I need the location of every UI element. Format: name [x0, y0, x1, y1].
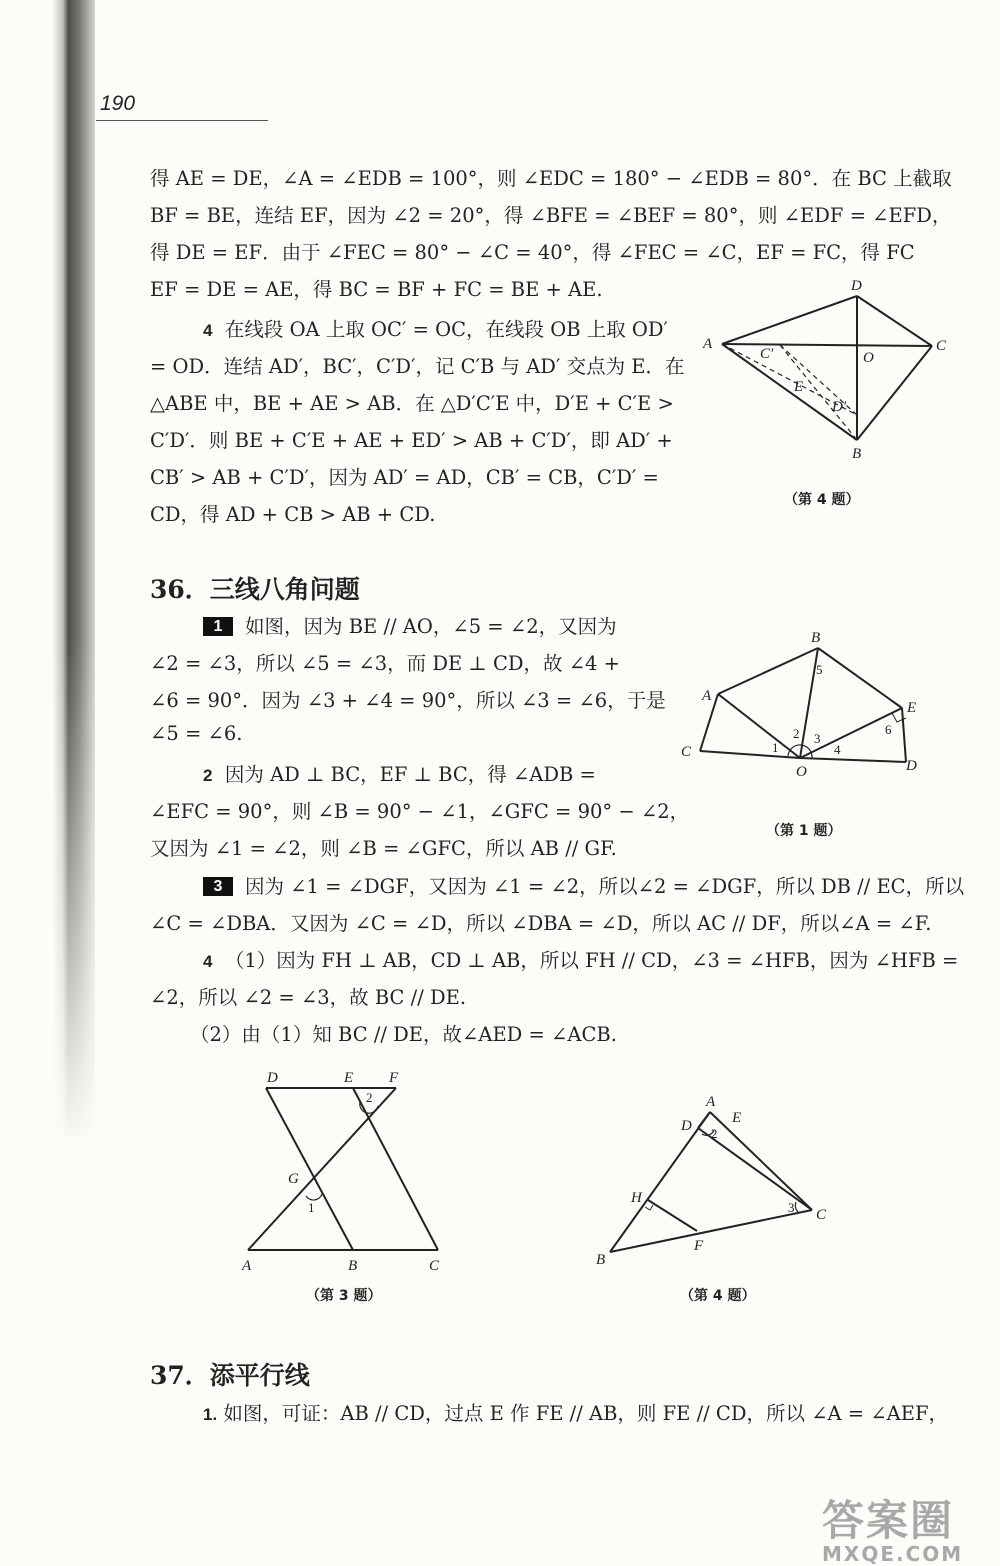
figure-label: 3	[788, 1200, 795, 1215]
figure-label: O	[796, 764, 807, 780]
figure-label: 1	[308, 1200, 315, 1215]
figure-label: E	[344, 1070, 354, 1086]
figure-label: C	[429, 1258, 440, 1274]
figure-label: 1	[772, 740, 779, 755]
spine-fade	[0, 640, 95, 1563]
figure-label: G	[288, 1171, 299, 1187]
text-line: = OD．连结 AD′，BC′，C′D′，记 C′B 与 AD′ 交点为 E．在	[150, 355, 685, 378]
figure-label: 2	[711, 1126, 718, 1141]
text-line: （2）由（1）知 BC // DE，故∠AED = ∠ACB.	[190, 1023, 617, 1046]
figure-caption: （第 4 题）	[680, 1288, 756, 1304]
watermark-text: 答案圈	[822, 1496, 955, 1545]
figure-label: F	[389, 1070, 399, 1086]
text-line: 得 AE = DE，∠A = ∠EDB = 100°，则 ∠EDC = 180° − ∠EDB = 80°．在 BC 上截取	[150, 167, 952, 190]
figure-label: C′	[760, 346, 774, 362]
section-heading: 36．三线八角问题	[150, 575, 360, 604]
question-4-line: 4 （1）因为 FH ⊥ AB，CD ⊥ AB，所以 FH // CD，∠3 = ∠HFB，因为 ∠HFB =	[203, 949, 959, 972]
figure-label: O	[863, 350, 874, 366]
question-number-badge: 1	[203, 617, 233, 636]
figure-label: A	[242, 1258, 252, 1274]
text-line: CD，得 AD + CB > AB + CD.	[150, 503, 436, 526]
text-line: 又因为 ∠1 = ∠2，则 ∠B = ∠GFC，所以 AB // GF.	[150, 837, 617, 860]
figure-label: B	[348, 1258, 358, 1274]
watermark	[822, 1488, 963, 1566]
figure-label: D	[906, 758, 917, 774]
text-line: ∠EFC = 90°，则 ∠B = 90° − ∠1，∠GFC = 90° − ∠2，	[150, 800, 690, 823]
figure-label: F	[694, 1238, 704, 1254]
question-number: 4	[203, 952, 213, 971]
question-1-line: 1. 如图，可证：AB // CD，过点 E 作 FE // AB，则 FE // CD，所以 ∠A = ∠AEF，	[203, 1402, 949, 1425]
figure-q1-angles	[676, 628, 946, 788]
figure-label: A	[702, 688, 712, 704]
figure-label: A	[703, 336, 713, 352]
question-number: 1.	[203, 1405, 218, 1424]
figure-label: B	[852, 446, 862, 462]
figure-label: E	[794, 379, 804, 395]
text-line: EF = DE = AE，得 BC = BF + FC = BE + AE.	[150, 278, 603, 301]
figure-label: C	[936, 338, 947, 354]
figure-label: 2	[366, 1090, 373, 1105]
figure-label: H	[631, 1190, 642, 1206]
figure-label: 5	[816, 662, 823, 677]
figure-label: D	[267, 1070, 278, 1086]
question-1-line: 1 如图，因为 BE // AO，∠5 = ∠2，又因为	[203, 611, 617, 639]
question-3-line: 3 因为 ∠1 = ∠DGF，又因为 ∠1 = ∠2，所以∠2 = ∠DGF，所以 DB // EC，所以	[203, 871, 964, 899]
figure-label: 3	[814, 731, 821, 746]
figure-label: B	[811, 630, 821, 646]
figure-label: B	[596, 1252, 606, 1268]
text-line: BF = BE，连结 EF，因为 ∠2 = 20°，得 ∠BFE = ∠BEF = 80°，则 ∠EDF = ∠EFD，	[150, 204, 952, 227]
text-line: ∠2 = ∠3，所以 ∠5 = ∠3，而 DE ⊥ CD，故 ∠4 +	[150, 652, 620, 675]
figure-label: 2	[793, 726, 800, 741]
figure-label: E	[732, 1110, 742, 1126]
text-line: ∠C = ∠DBA．又因为 ∠C = ∠D，所以 ∠DBA = ∠D，所以 AC // DF，所以∠A = ∠F.	[150, 912, 932, 935]
header-rule	[96, 120, 268, 121]
question-number-badge: 3	[203, 877, 233, 896]
figure-label: C	[681, 744, 692, 760]
figure-label: 4	[834, 742, 841, 757]
figure-label: C	[816, 1207, 827, 1223]
figure-label: A	[706, 1094, 716, 1110]
figure-label: E	[907, 700, 917, 716]
page-number: 190	[100, 92, 136, 115]
text-line: C′D′．则 BE + C′E + AE + ED′ > AB + C′D′，即 AD′ +	[150, 429, 673, 452]
figure-label: D′	[832, 399, 847, 415]
text-line: CB′ > AB + C′D′，因为 AD′ = AD，CB′ = CB，C′D′ =	[150, 466, 659, 489]
text-line: ∠2，所以 ∠2 = ∠3，故 BC // DE.	[150, 986, 467, 1009]
section-heading: 37．添平行线	[150, 1361, 310, 1390]
text-line: ∠6 = 90°．因为 ∠3 + ∠4 = 90°，所以 ∠3 = ∠6，于是	[150, 689, 666, 712]
figure-q4-triangle	[590, 1088, 840, 1268]
figure-label: D	[681, 1118, 692, 1134]
figure-q4-quadrilateral	[700, 280, 960, 470]
figure-label: 6	[885, 722, 892, 737]
watermark-url: MXQE.COM	[822, 1542, 964, 1566]
figure-caption: （第 3 题）	[306, 1288, 382, 1304]
figure-q3-parallel	[236, 1066, 456, 1286]
question-number: 2	[203, 766, 213, 785]
question-4-line: 4 在线段 OA 上取 OC′ = OC，在线段 OB 上取 OD′	[203, 318, 668, 341]
question-2-line: 2 因为 AD ⊥ BC，EF ⊥ BC，得 ∠ADB =	[203, 763, 596, 786]
text-line: 得 DE = EF．由于 ∠FEC = 80° − ∠C = 40°，得 ∠FEC = ∠C，EF = FC，得 FC	[150, 241, 915, 264]
text-line: ∠5 = ∠6.	[150, 722, 243, 745]
figure-caption: （第 4 题）	[784, 492, 860, 508]
figure-caption: （第 1 题）	[766, 823, 842, 839]
text-line: △ABE 中，BE + AE > AB．在 △D′C′E 中，D′E + C′E >	[150, 392, 674, 415]
figure-label: D	[851, 278, 862, 294]
question-number: 4	[203, 321, 213, 340]
